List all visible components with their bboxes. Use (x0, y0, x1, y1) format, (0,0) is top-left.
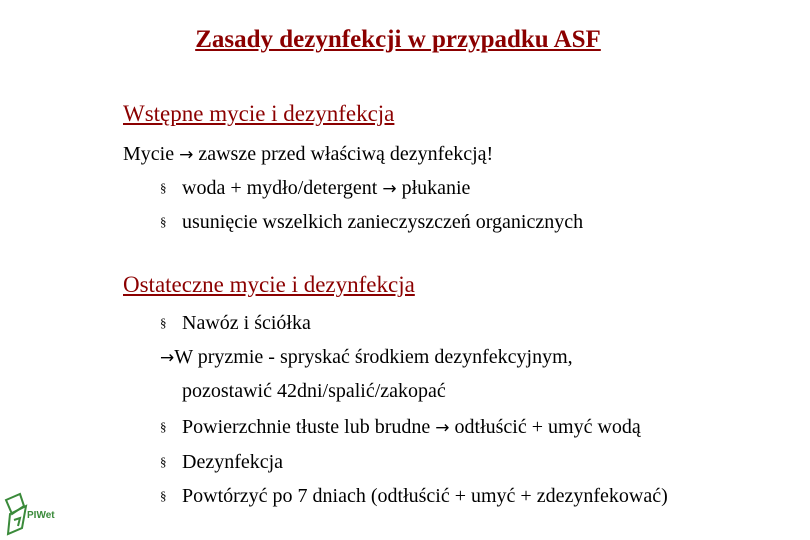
list-item (160, 210, 583, 234)
page-title: Zasady dezynfekcji w przypadku ASF (195, 26, 601, 53)
bullet-icon: § (160, 419, 167, 434)
section-heading-initial: Wstępne mycie i dezynfekcja (123, 101, 395, 126)
arrow-item-continuation: pozostawić 42dni/spalić/zakopać (182, 380, 446, 402)
arrow-right-icon: → (160, 348, 175, 368)
bullet-icon: § (160, 488, 167, 503)
bullet-icon: § (160, 454, 167, 469)
list-item-text: Powtórzyć po 7 dniach (odtłuścić + umyć + zdezynfekować) (182, 485, 668, 507)
intro-after: zawsze przed właściwą dezynfekcją! (198, 143, 494, 165)
list-item-before: woda + mydło/detergent (182, 177, 378, 199)
list-item-text: Nawóz i ściółka (182, 312, 311, 334)
list-item (160, 484, 668, 508)
arrow-right-icon: → (382, 179, 397, 199)
arrow-right-icon: → (179, 145, 194, 165)
list-item-text: Dezynfekcja (182, 451, 284, 473)
intro-before: Mycie (123, 143, 175, 165)
bullet-icon: § (160, 180, 167, 195)
list-item (160, 176, 470, 201)
list-item (160, 415, 641, 440)
list-item-after: płukanie (401, 177, 471, 199)
list-item-before: Powierzchnie tłuste lub brudne (182, 416, 431, 438)
list-item-after: odtłuścić + umyć wodą (454, 416, 641, 438)
intro-line (123, 142, 493, 167)
list-item (160, 450, 283, 474)
arrow-item-text: W pryzmie - spryskać środkiem dezynfekcyjnym, (174, 346, 573, 368)
list-item (160, 311, 311, 335)
bullet-icon: § (160, 315, 167, 330)
bullet-icon: § (160, 214, 167, 229)
list-item-text: usunięcie wszelkich zanieczyszczeń organicznych (182, 211, 584, 233)
arrow-right-icon: → (435, 418, 450, 438)
logo-text: PIWet (27, 510, 55, 521)
section-heading-final: Ostateczne mycie i dezynfekcja (123, 272, 415, 297)
arrow-item (160, 345, 573, 370)
piwet-logo (2, 492, 66, 536)
